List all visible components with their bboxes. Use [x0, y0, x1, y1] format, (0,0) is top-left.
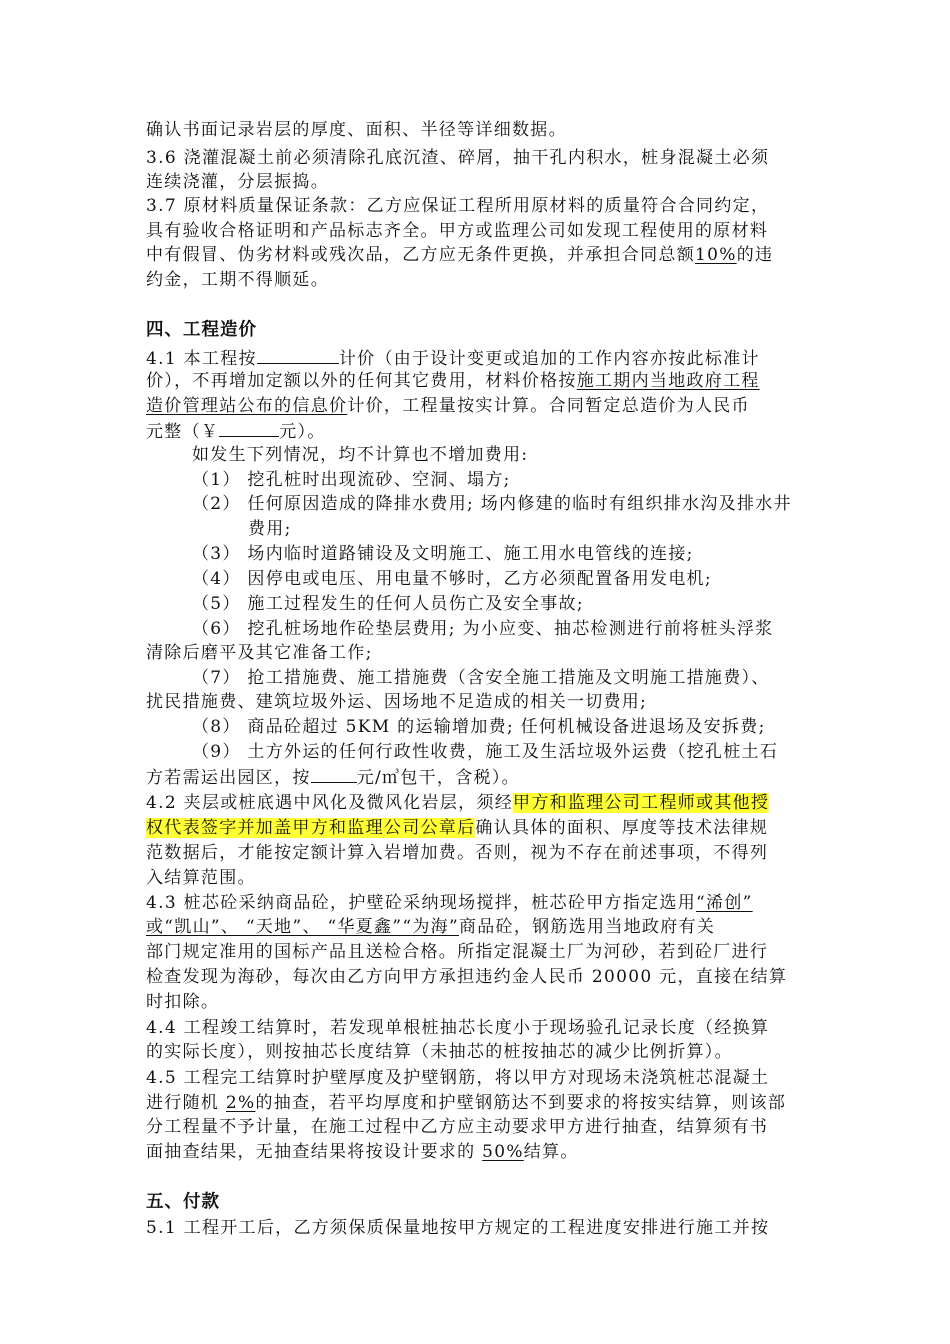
text-line: 时扣除。 — [146, 992, 220, 1012]
text-line: 连续浇灌，分层振捣。 — [146, 172, 329, 192]
section-heading-5: 五、付款 — [146, 1192, 220, 1212]
text-line: 元整（￥ 元）。 — [146, 418, 816, 444]
list-intro: 如发生下列情况，均不计算也不增加费用: — [192, 445, 529, 465]
text-line: 进行随机 2%的抽查，若平均厚度和护壁钢筋达不到要求的将按实结算，则该部 — [146, 1093, 787, 1113]
list-item: （5） 施工过程发生的任何人员伤亡及安全事故; — [192, 594, 584, 614]
text-line: 或“凯山”、 “天地”、 “华夏鑫”“为海”商品砼，钢筋选用当地政府有关 — [146, 917, 716, 937]
text-line: 价），不再增加定额以外的任何其它费用，材料价格按施工期内当地政府工程 — [146, 371, 760, 391]
highlighted-text: 甲方和监理公司工程师或其他授 — [513, 793, 770, 813]
clause-4-5: 4.5 工程完工结算时护壁厚度及护壁钢筋，将以甲方对现场未浇筑桩芯混凝土 — [146, 1068, 770, 1088]
blank-field — [219, 418, 279, 437]
text-line: 具有验收合格证明和产品标志齐全。甲方或监理公司如发现工程使用的原材料 — [146, 221, 769, 241]
highlighted-text: 权代表签字并加盖甲方和监理公司公章后 — [146, 818, 476, 838]
section-heading-4: 四、工程造价 — [146, 320, 257, 340]
text-line: 的实际长度），则按抽芯长度结算（未抽芯的桩按抽芯的减少比例折算）。 — [146, 1042, 733, 1062]
text-line: 确认书面记录岩层的厚度、面积、半径等详细数据。 — [146, 120, 567, 140]
list-item: （4） 因停电或电压、用电量不够时，乙方必须配置备用发电机; — [192, 569, 712, 589]
text-line: 分工程量不予计量，在施工过程中乙方应主动要求甲方进行抽查，结算须有书 — [146, 1117, 769, 1137]
list-item: （8） 商品砼超过 5KM 的运输增加费; 任何机械设备进退场及安拆费; — [192, 717, 766, 737]
clause-4-1: 4.1 本工程按 计价（由于设计变更或追加的工作内容亦按此标准计 — [146, 345, 816, 371]
blank-field — [257, 345, 339, 364]
clause-4-3: 4.3 桩芯砼采纳商品砼，护壁砼采纳现场搅拌，桩芯砼甲方指定选用“浠创” — [146, 893, 753, 913]
list-item: （9） 土方外运的任何行政性收费，施工及生活垃圾外运费（挖孔桩土石 — [192, 742, 779, 762]
clause-4-4: 4.4 工程竣工结算时，若发现单根桩抽芯长度小于现场验孔记录长度（经换算 — [146, 1018, 770, 1038]
text-line: 权代表签字并加盖甲方和监理公司公章后确认具体的面积、厚度等技术法律规 — [146, 818, 769, 838]
clause-3-7: 3.7 原材料质量保证条款：乙方应保证工程所用原材料的质量符合合同约定， — [146, 196, 770, 216]
list-item: （2） 任何原因造成的降排水费用; 场内修建的临时有组织排水沟及排水井 — [192, 494, 792, 514]
text-line: 检查发现为海砂，每次由乙方向甲方承担违约金人民币 20000 元，直接在结算 — [146, 967, 788, 987]
underlined-percent: 10% — [695, 245, 737, 265]
text-line: 范数据后，才能按定额计算入岩增加费。否则，视为不存在前述事项，不得列 — [146, 843, 769, 863]
list-item: （6） 挖孔桩场地作砼垫层费用; 为小应变、抽芯检测进行前将桩头浮浆 — [192, 619, 774, 639]
list-item: （3） 场内临时道路铺设及文明施工、施工用水电管线的连接; — [192, 544, 694, 564]
list-item: （7） 抢工措施费、施工措施费（含安全施工措施及文明施工措施费）、 — [192, 668, 770, 688]
text-line: 面抽查结果，无抽查结果将按设计要求的 50%结算。 — [146, 1142, 579, 1162]
clause-4-2: 4.2 夹层或桩底遇中风化及微风化岩层，须经甲方和监理公司工程师或其他授 — [146, 793, 770, 813]
clause-5-1: 5.1 工程开工后，乙方须保质保量地按甲方规定的工程进度安排进行施工并按 — [146, 1218, 770, 1238]
list-item-cont: 方若需运出园区，按 元/㎥包干，含税）。 — [146, 764, 816, 790]
blank-field — [311, 764, 357, 783]
list-item-cont: 扰民措施费、建筑垃圾外运、因场地不足造成的相关一切费用; — [146, 692, 648, 712]
text-line: 部门规定准用的国标产品且送检合格。所指定混凝土厂为河砂，若到砼厂进行 — [146, 942, 769, 962]
list-item-cont: 清除后磨平及其它准备工作; — [146, 643, 373, 663]
clause-3-6: 3.6 浇灌混凝土前必须清除孔底沉渣、碎屑，抽干孔内积水，桩身混凝土必须 — [146, 148, 770, 168]
text-line: 入结算范围。 — [146, 868, 256, 888]
list-item-cont: 费用; — [248, 519, 292, 539]
text-line: 造价管理站公布的信息价计价，工程量按实计算。合同暂定总造价为人民币 — [146, 396, 750, 416]
text-line: 约金，工期不得顺延。 — [146, 270, 329, 290]
text-line: 中有假冒、伪劣材料或残次品，乙方应无条件更换，并承担合同总额10%的违 — [146, 245, 774, 265]
list-item: （1） 挖孔桩时出现流砂、空洞、塌方; — [192, 470, 511, 490]
